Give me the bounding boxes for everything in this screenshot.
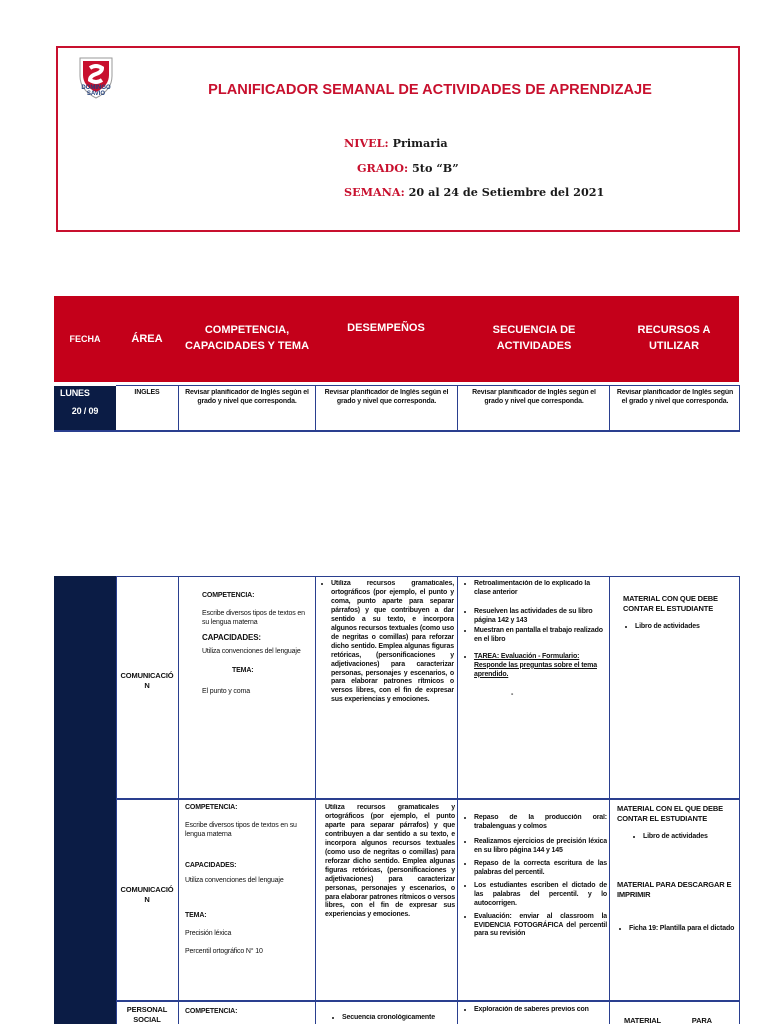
date-day: LUNES xyxy=(60,388,90,398)
row2-tema-label: TEMA: xyxy=(185,911,207,919)
monday-vline-5 xyxy=(739,386,740,430)
row1-area: COMUNICACIÓN xyxy=(120,671,174,690)
monday-competencia: Revisar planificador de Inglés según el grado y nivel que corresponda. xyxy=(185,389,309,405)
date-column-block xyxy=(54,576,116,1024)
row1-tema-text: El punto y coma xyxy=(202,688,250,695)
row2-sec-item-1: • Repaso de la producción oral: trabalenguas y colmos xyxy=(474,814,607,832)
row2-cap-label: CAPACIDADES: xyxy=(185,861,237,869)
col-secuencia: SECUENCIA DE ACTIVIDADES xyxy=(492,324,576,352)
row2-area: COMUNICACIÓN xyxy=(120,885,174,904)
row3-secuencia xyxy=(462,1006,607,1016)
row1-cap-text: Utiliza convenciones del lenguaje xyxy=(202,648,301,656)
nivel-value: Primaria xyxy=(388,136,448,150)
row1-sec-tarea xyxy=(474,653,607,680)
grado-label: GRADO: xyxy=(357,161,409,175)
date-number: 20 / 09 xyxy=(71,406,99,416)
table2-vline-5 xyxy=(739,576,740,1024)
row3-desempeno-item: • Secuencia cronológicamente xyxy=(342,1014,455,1023)
row1-recursos-item: • Libro de actividades xyxy=(635,623,735,632)
col-desempenos: DESEMPEÑOS xyxy=(347,322,425,334)
monday-secuencia: Revisar planificador de Inglés según el grado y nivel que corresponda. xyxy=(472,389,596,405)
row1-secuencia xyxy=(462,580,607,796)
grado-line xyxy=(357,161,459,175)
logo-caption xyxy=(70,85,122,97)
row1-comp-text: Escribe diversos tipos de textos en su lengua materna xyxy=(202,609,305,626)
row2-sec-item-2: • Realizamos ejercicios de precisión léxica en su libro página 144 y 145 xyxy=(474,838,607,856)
col-competencia: COMPETENCIA, CAPACIDADES Y TEMA xyxy=(184,324,310,352)
monday-vline-1 xyxy=(178,386,179,430)
monday-recursos: Revisar planificador de Inglés según el grado y nivel que corresponda. xyxy=(616,389,734,405)
row1-dash: - xyxy=(511,690,514,698)
page-title: PLANIFICADOR SEMANAL DE ACTIVIDADES DE APRENDIZAJE xyxy=(208,82,652,98)
row3-sec-item: • Exploración de saberes previos con xyxy=(474,1006,607,1015)
row2-competencia xyxy=(185,804,313,999)
row-separator-1 xyxy=(116,798,740,800)
row2-recursos-title-2: MATERIAL PARA DESCARGAR E IMPRIMIR xyxy=(617,880,732,899)
row2-recursos-item: • Libro de actividades xyxy=(643,833,737,842)
row2-tema-text: Precisión léxica xyxy=(185,929,232,937)
row1-competencia xyxy=(202,592,310,797)
row3-area-line-1: PERSONAL xyxy=(126,1005,168,1014)
row1-recursos-title: MATERIAL CON QUE DEBE CONTAR EL ESTUDIANTE xyxy=(623,594,718,613)
monday-vline-2 xyxy=(315,386,316,430)
table2-vline-0 xyxy=(116,576,117,1024)
row3-area xyxy=(118,1005,176,1024)
row2-desempeno xyxy=(319,804,455,998)
col-fecha: FECHA xyxy=(69,334,101,344)
row1-desempeno-item: • Utiliza recursos gramaticales, ortográficos (por ejemplo, el punto y coma, punto aparte para separar párrafos) y que contribuyen a dar sentido a su texto, e incorpora algunos recursos textuales (como uso de negritas o comillas) para reforzar dicho sentido. Emplea algunas figuras retóricas, (personificaciones y adjetivaciones) para caracterizar personas, personajes y escenarios, o para elaborar patrones rítmicos o versos libres, con el fin de expresar sus experiencias y emociones. xyxy=(331,580,454,705)
row2-tema-text-2: Percentil ortográfico N° 10 xyxy=(185,947,263,955)
row2-secuencia xyxy=(462,814,607,999)
col-area: ÁREA xyxy=(131,333,163,345)
col-recursos: RECURSOS A UTILIZAR xyxy=(637,324,711,352)
row1-sec-item-3: • Muestran en pantalla el trabajo realizado en el libro xyxy=(474,627,607,645)
table2-vline-2 xyxy=(315,576,316,1024)
semana-value: 20 al 24 de Setiembre del 2021 xyxy=(404,185,605,199)
nivel-line xyxy=(344,136,448,150)
row2-recursos xyxy=(617,804,737,999)
row2-recursos-title: MATERIAL CON EL QUE DEBE CONTAR EL ESTUDIANTE xyxy=(617,804,723,823)
row3-area-line-2: SOCIAL xyxy=(133,1014,161,1024)
nivel-label: NIVEL: xyxy=(344,136,389,150)
semana-label: SEMANA: xyxy=(344,185,405,199)
table2-vline-1 xyxy=(178,576,179,1024)
row2-recursos-item-2: • Ficha 19: Plantilla para el dictado xyxy=(629,925,737,934)
row1-tarea-text: TAREA: Evaluación - Formulario: Responde las preguntas sobre el tema aprendido. xyxy=(474,652,597,678)
row-separator-2 xyxy=(116,1000,740,1002)
monday-area: INGLÉS xyxy=(134,389,160,396)
table2-vline-4 xyxy=(609,576,610,1024)
row2-comp-text: Escribe diversos tipos de textos en su lengua materna xyxy=(185,821,297,838)
row3-desempeno xyxy=(330,1014,455,1024)
row3-recursos: MATERIAL PARA xyxy=(624,1016,712,1025)
row1-sec-item-1: • Retroalimentación de lo explicado la clase anterior xyxy=(474,580,607,598)
monday-vline-4 xyxy=(609,386,610,430)
table2-top-border xyxy=(116,576,740,577)
row1-recursos xyxy=(623,594,735,794)
logo-line-1: DOMINGO xyxy=(81,85,111,91)
row1-cap-label: CAPACIDADES: xyxy=(202,632,261,642)
table2-vline-3 xyxy=(457,576,458,1024)
monday-bottom-border xyxy=(54,430,740,432)
row1-sec-item-2: • Resuelven las actividades de su libro página 142 y 143 xyxy=(474,608,607,626)
row1-comp-label: COMPETENCIA: xyxy=(202,592,255,599)
monday-vline-3 xyxy=(457,386,458,430)
row2-comp-label: COMPETENCIA: xyxy=(185,804,238,811)
row2-sec-item-4: • Los estudiantes escriben el dictado de las palabras del percentil. y lo autocorrigen. xyxy=(474,882,607,909)
row3-comp-label: COMPETENCIA: xyxy=(185,1008,238,1015)
row1-desempeno xyxy=(319,580,454,796)
row2-cap-text: Utiliza convenciones del lenguaje xyxy=(185,876,284,884)
row2-sec-item-3: • Repaso de la correcta escritura de las palabras del percentil. xyxy=(474,860,607,878)
row2-sec-item-5: • Evaluación: enviar al classroom la EVIDENCIA FOTOGRÁFICA del percentil para su revisión xyxy=(474,913,607,940)
semana-line xyxy=(344,185,604,199)
logo-line-2: SAVIO xyxy=(86,91,106,97)
row2-desempeno-item: • Utiliza recursos gramaticales y ortográficos (por ejemplo, el punto aparte para separar párrafos) y que contribuyen a dar sentido a su texto, e incorpora algunos recursos textuales (como uso de negritas o comillas) para reforzar dicho sentido. Emplea algunas figuras retóricas, (personificaciones y adjetivaciones) para caracterizar personas, personajes y escenarios, o para elaborar patrones rítmicos o versos libres, con el fin de expresar sus experiencias y emociones. xyxy=(325,804,455,920)
row1-tema-label: TEMA: xyxy=(232,667,254,675)
monday-top-border xyxy=(116,385,740,386)
monday-desempenos: Revisar planificador de Inglés según el grado y nivel que corresponda. xyxy=(324,389,449,405)
grado-value: 5to “B” xyxy=(408,161,459,175)
